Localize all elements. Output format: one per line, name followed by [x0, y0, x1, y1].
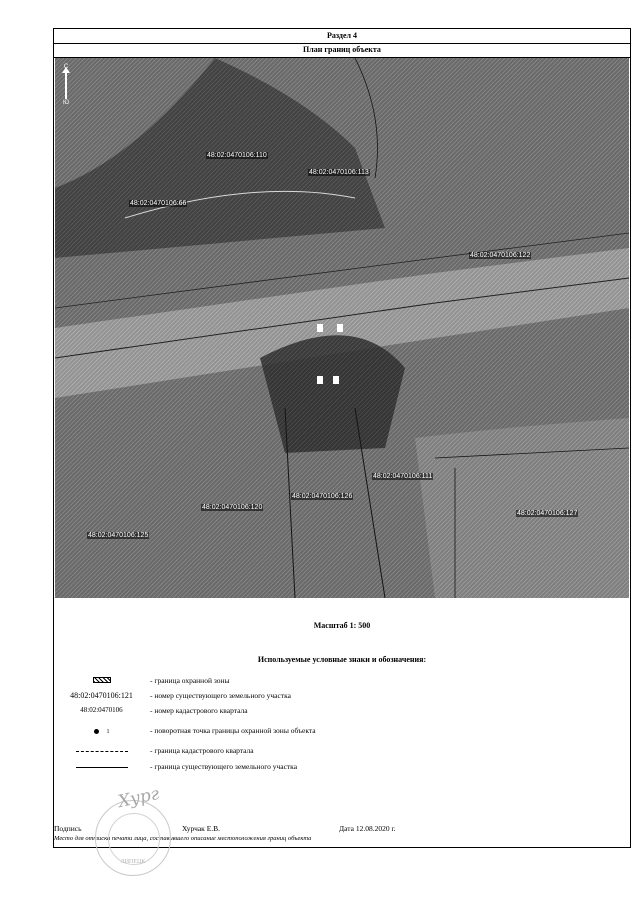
compass-north: С — [63, 64, 69, 70]
document-frame — [53, 28, 631, 848]
parcel-label: 48:02:0470106:125 — [88, 532, 149, 539]
map-imagery — [55, 58, 629, 598]
legend-title: Используемые условные знаки и обозначения: — [257, 655, 427, 664]
page-title: План границ объекта — [54, 43, 630, 58]
signature-date: Дата 12.08.2020 г. — [339, 824, 396, 833]
satellite-map — [55, 58, 629, 598]
point-icon — [94, 729, 99, 734]
signature-label: Подпись — [54, 824, 82, 833]
compass — [59, 64, 73, 112]
north-arrow-icon — [65, 71, 67, 99]
parcel-label: 48:02:0470106:113 — [309, 169, 369, 176]
handwritten-signature: Хург — [116, 783, 162, 813]
legend-item: - граница кадастрового квартала — [54, 746, 614, 760]
legend-item: 1 - поворотная точка границы охранной зоны объекта — [54, 726, 614, 740]
map-scale: Масштаб 1: 500 — [313, 621, 371, 630]
parcel-label: 48:02:0470106:122 — [470, 252, 531, 259]
zone-boundary-symbol — [54, 676, 149, 685]
legend-item: - граница существующего земельного участка — [54, 762, 614, 776]
parcel-label: 48:02:0470106:110 — [207, 152, 267, 159]
parcel-label: 48:02:0470106:66 — [130, 200, 187, 207]
signer-name: Хурчак Е.В. — [182, 824, 221, 833]
parcel-number-symbol: 48:02:0470106:121 — [70, 691, 133, 700]
section-header: Раздел 4 — [54, 29, 630, 44]
parcel-label: 48:02:0470106:120 — [202, 504, 263, 511]
parcel-boundary-symbol — [54, 762, 149, 771]
stamp-place-note: Место для оттиска печати лица, составившего описание местоположения границ объекта — [54, 835, 312, 842]
legend-item: 48:02:0470106 - номер кадастрового квартала — [54, 706, 614, 720]
seal-stamp: ЛИПЕЦК — [95, 800, 171, 876]
legend-item: - граница охранной зоны — [54, 676, 614, 690]
compass-south: Ю — [62, 100, 70, 106]
parcel-label: 48:02:0470106:127 — [517, 510, 578, 517]
quarter-number-symbol: 48:02:0470106 — [80, 706, 123, 714]
quarter-boundary-symbol — [54, 746, 149, 755]
parcel-label: 48:02:0470106:111 — [373, 473, 433, 480]
legend-item: 48:02:0470106:121 - номер существующего земельного участка — [54, 691, 614, 705]
turning-point-symbol: 1 — [54, 726, 149, 735]
parcel-label: 48:02:0470106:126 — [292, 493, 353, 500]
